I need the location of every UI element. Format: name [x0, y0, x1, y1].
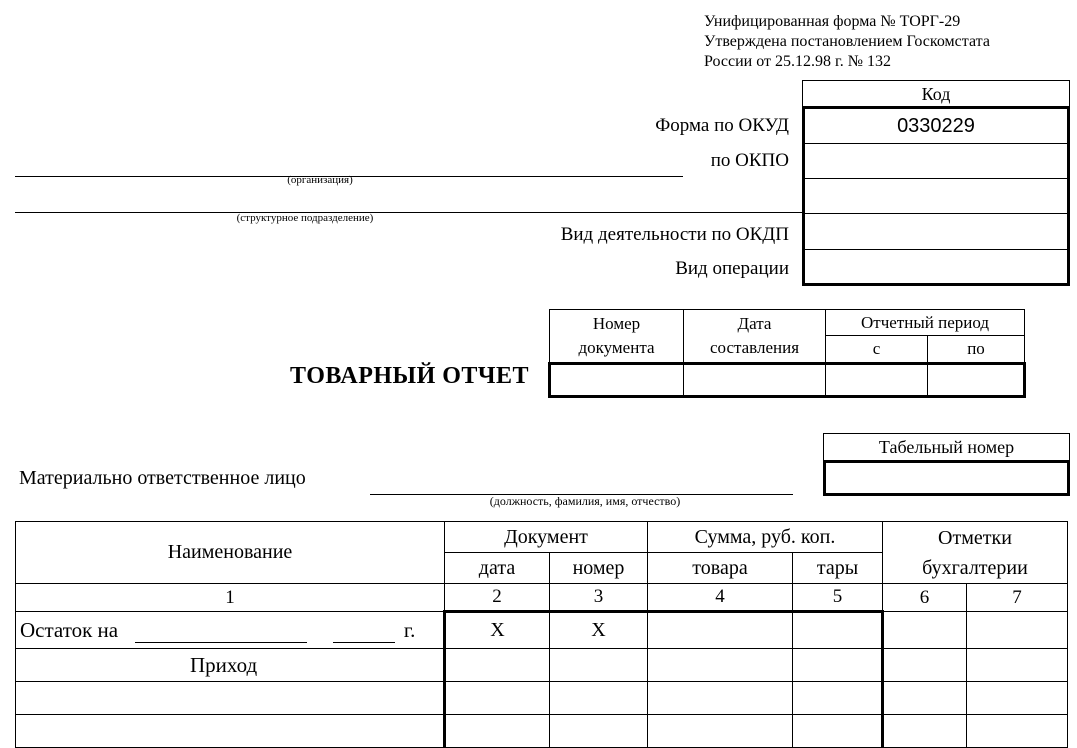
division-caption: (структурное подразделение) [236, 212, 374, 224]
table-cell[interactable] [793, 682, 883, 715]
period-from-header: с [826, 336, 928, 364]
doc-number-field[interactable] [550, 364, 684, 397]
balance-year-blank[interactable] [333, 617, 395, 643]
balance-row-label [16, 612, 445, 649]
income-row-label: Приход [16, 649, 445, 682]
table-cell[interactable] [648, 649, 793, 682]
col-sum-header: Сумма, руб. коп. [648, 522, 883, 553]
code-box [802, 106, 1070, 286]
doc-date-header [684, 310, 826, 364]
col-number-2: 2 [445, 584, 550, 612]
table-cell[interactable] [550, 649, 648, 682]
col-goods-header: товара [648, 553, 793, 584]
doc-number-header-label2: документа [578, 338, 655, 357]
balance-tare-cell[interactable] [793, 612, 883, 649]
okdp-code-field[interactable] [805, 214, 1067, 250]
col-marks-header-label: Отметки [938, 526, 1012, 549]
document-info-table [548, 309, 1026, 398]
table-cell[interactable] [648, 715, 793, 748]
col-marks-header [883, 522, 1068, 584]
balance-marks-cell-6[interactable] [883, 612, 967, 649]
document-title: ТОВАРНЫЙ ОТЧЕТ [290, 363, 530, 389]
approval-line: Утверждена постановлением Госкомстата [704, 33, 990, 50]
period-header: Отчетный период [826, 310, 1025, 336]
okdp-label: Вид деятельности по ОКДП [560, 224, 789, 245]
table-cell[interactable] [445, 715, 550, 748]
approval-date-line: России от 25.12.98 г. № 132 [704, 53, 892, 70]
table-cell[interactable] [883, 682, 967, 715]
person-caption: (должность, фамилия, имя, отчество) [489, 494, 681, 508]
table-cell[interactable] [967, 715, 1068, 748]
table-cell[interactable] [550, 682, 648, 715]
form-code-line: Унифицированная форма № ТОРГ-29 [704, 13, 961, 30]
tabel-number-field[interactable] [823, 460, 1070, 496]
table-cell[interactable] [16, 715, 445, 748]
doc-date-header-label2: составления [709, 338, 800, 357]
col-name-header: Наименование [16, 522, 445, 584]
okud-label: Форма по ОКУД [655, 115, 789, 136]
doc-date-field[interactable] [684, 364, 826, 397]
table-cell[interactable] [16, 682, 445, 715]
operation-label: Вид операции [675, 258, 789, 279]
balance-label: Остаток на [20, 618, 119, 642]
table-cell[interactable] [648, 682, 793, 715]
table-cell[interactable] [967, 649, 1068, 682]
col-tare-header: тары [793, 553, 883, 584]
col-number-7: 7 [967, 584, 1068, 612]
balance-marks-cell-7[interactable] [967, 612, 1068, 649]
col-number-4: 4 [648, 584, 793, 612]
col-number-5: 5 [793, 584, 883, 612]
person-label: Материально ответственное лицо [19, 467, 306, 489]
code-header: Код [802, 80, 1070, 106]
form-approval-note [704, 12, 990, 72]
balance-number-x: X [550, 612, 648, 649]
table-cell[interactable] [445, 649, 550, 682]
okpo-label: по ОКПО [710, 150, 789, 171]
okpo-code-field[interactable] [805, 144, 1067, 179]
operation-code-field[interactable] [805, 250, 1067, 283]
division-code-field[interactable] [805, 179, 1067, 214]
table-cell[interactable] [793, 649, 883, 682]
doc-date-header-label: Дата [737, 314, 772, 333]
col-number-header: номер [550, 553, 648, 584]
period-to-header: по [928, 336, 1025, 364]
doc-number-header [550, 310, 684, 364]
col-document-header: Документ [445, 522, 648, 553]
goods-report-table [15, 521, 1068, 748]
period-to-field[interactable] [928, 364, 1025, 397]
okud-code-field[interactable]: 0330229 [805, 109, 1067, 144]
col-number-6: 6 [883, 584, 967, 612]
col-date-header: дата [445, 553, 550, 584]
table-cell[interactable] [445, 682, 550, 715]
year-suffix: г. [403, 618, 416, 642]
tabel-number-header: Табельный номер [823, 433, 1070, 460]
col-marks-header-label2: бухгалтерии [922, 556, 1028, 579]
doc-number-header-label: Номер [592, 314, 641, 333]
organization-caption: (организация) [287, 174, 353, 186]
table-cell[interactable] [967, 682, 1068, 715]
balance-goods-cell[interactable] [648, 612, 793, 649]
table-cell[interactable] [793, 715, 883, 748]
table-cell[interactable] [550, 715, 648, 748]
col-number-1: 1 [16, 584, 445, 612]
balance-date-blank[interactable] [135, 617, 307, 643]
table-cell[interactable] [883, 649, 967, 682]
table-cell[interactable] [883, 715, 967, 748]
col-number-3: 3 [550, 584, 648, 612]
period-from-field[interactable] [826, 364, 928, 397]
balance-date-x: X [445, 612, 550, 649]
